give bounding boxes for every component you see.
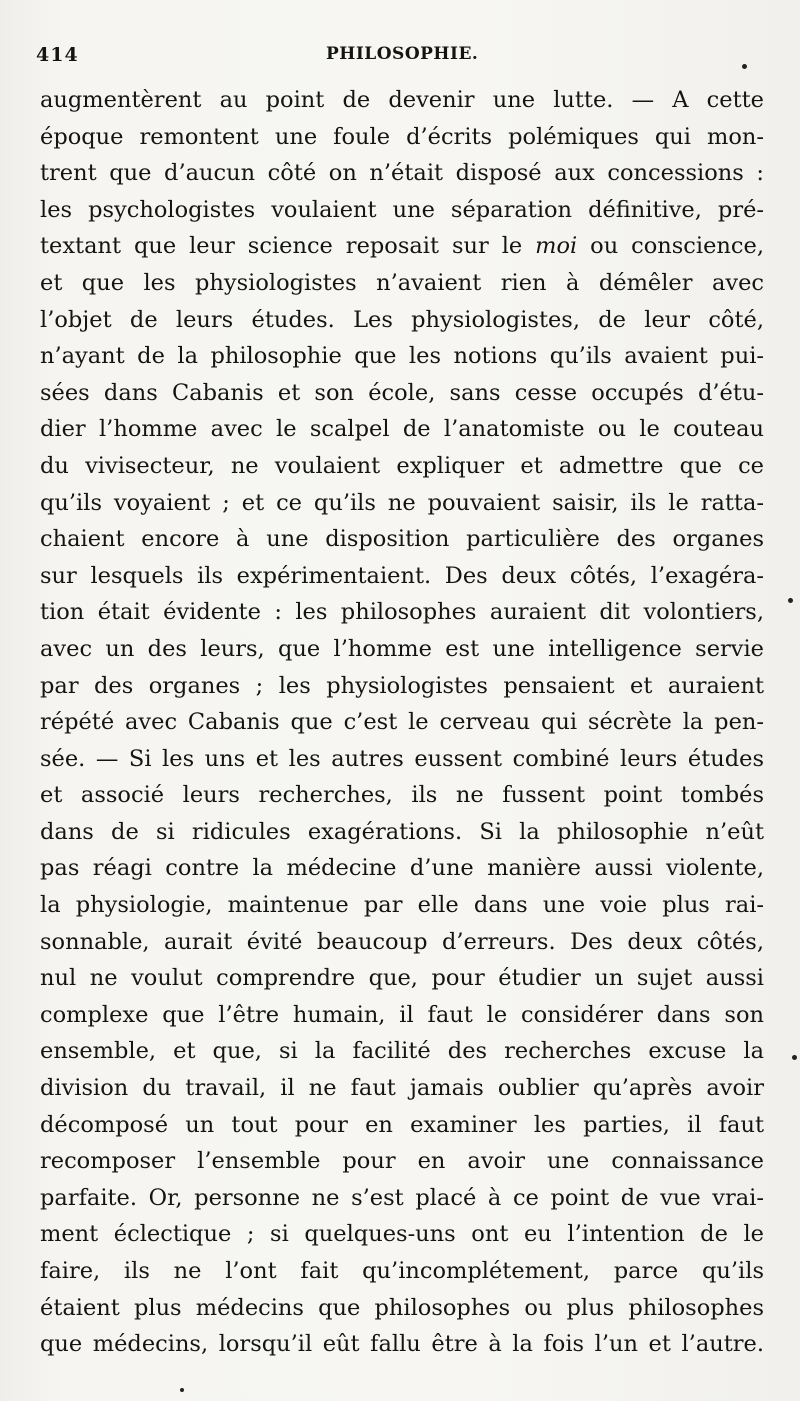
- text-line: pas réagi contre la médecine d’une manière aussi violente,: [40, 855, 764, 882]
- text-line: par des organes ; les physiologistes pensaient et auraient: [40, 672, 764, 699]
- text-line: tion était évidente : les philosophes auraient dit volontiers,: [40, 599, 764, 626]
- text-line: augmentèrent au point de devenir une lutte. — A cette: [40, 87, 764, 113]
- page-header: [36, 44, 760, 74]
- page-number: 414: [36, 44, 79, 66]
- ink-speck: [788, 598, 793, 603]
- text-line: parfaite. Or, personne ne s’est placé à ce point de vue vrai-: [40, 1184, 764, 1211]
- text-line: du vivisecteur, ne voulaient expliquer et admettre que ce: [40, 452, 764, 479]
- text-line: et associé leurs recherches, ils ne fussent point tombés: [40, 782, 764, 809]
- text-line: dans de si ridicules exagérations. Si la philosophie n’eût: [40, 818, 764, 845]
- text-line: dier l’homme avec le scalpel de l’anatomiste ou le couteau: [40, 416, 764, 443]
- text-line: la physiologie, maintenue par elle dans une voie plus rai-: [40, 892, 764, 919]
- text-line: division du travail, il ne faut jamais oublier qu’après avoir: [40, 1075, 764, 1102]
- text-line: sées dans Cabanis et son école, sans cesse occupés d’étu-: [40, 379, 764, 406]
- text-line: sur lesquels ils expérimentaient. Des deux côtés, l’exagéra-: [40, 562, 764, 589]
- text-line: décomposé un tout pour en examiner les parties, il faut: [40, 1111, 764, 1138]
- text-line: et que les physiologistes n’avaient rien à démêler avec: [40, 269, 764, 296]
- text-line: qu’ils voyaient ; et ce qu’ils ne pouvaient saisir, ils le ratta-: [40, 489, 764, 516]
- text-line: n’ayant de la philosophie que les notions qu’ils avaient pui-: [40, 343, 764, 370]
- text-line: trent que d’aucun côté on n’était disposé aux concessions :: [40, 160, 764, 187]
- italic-word: moi: [535, 233, 578, 260]
- ink-speck: [180, 1388, 184, 1392]
- text-line: les psychologistes voulaient une séparation définitive, pré-: [40, 196, 764, 223]
- text-line: complexe que l’être humain, il faut le considérer dans son: [40, 1001, 764, 1028]
- text-line: textant que leur science reposait sur le moi ou conscience,: [40, 233, 764, 260]
- text-line: époque remontent une foule d’écrits polémiques qui mon-: [40, 123, 764, 150]
- text-line: sonnable, aurait évité beaucoup d’erreurs. Des deux côtés,: [40, 928, 764, 955]
- text-line: répété avec Cabanis que c’est le cerveau qui sécrète la pen-: [40, 709, 764, 736]
- text-line: recomposer l’ensemble pour en avoir une connaissance: [40, 1148, 764, 1175]
- text-line: chaient encore à une disposition particulière des organes: [40, 526, 764, 553]
- text-line: ment éclectique ; si quelques-uns ont eu l’intention de le: [40, 1221, 764, 1248]
- ink-speck: [742, 64, 747, 69]
- ink-speck: [792, 1055, 797, 1060]
- text-line: avec un des leurs, que l’homme est une intelligence servie: [40, 635, 764, 662]
- body-text: [40, 82, 764, 1363]
- text-line: faire, ils ne l’ont fait qu’incomplétement, parce qu’ils: [40, 1258, 764, 1284]
- text-line: nul ne voulut comprendre que, pour étudier un sujet aussi: [40, 965, 764, 992]
- text-line: que médecins, lorsqu’il eût fallu être à la fois l’un et l’autre.: [40, 1331, 764, 1358]
- text-line: sée. — Si les uns et les autres eussent combiné leurs études: [40, 745, 764, 772]
- text-line: étaient plus médecins que philosophes ou plus philosophes: [40, 1294, 764, 1321]
- running-head: PHILOSOPHIE.: [326, 44, 479, 64]
- text-line: l’objet de leurs études. Les physiologistes, de leur côté,: [40, 306, 764, 333]
- text-line: ensemble, et que, si la facilité des recherches excuse la: [40, 1038, 764, 1065]
